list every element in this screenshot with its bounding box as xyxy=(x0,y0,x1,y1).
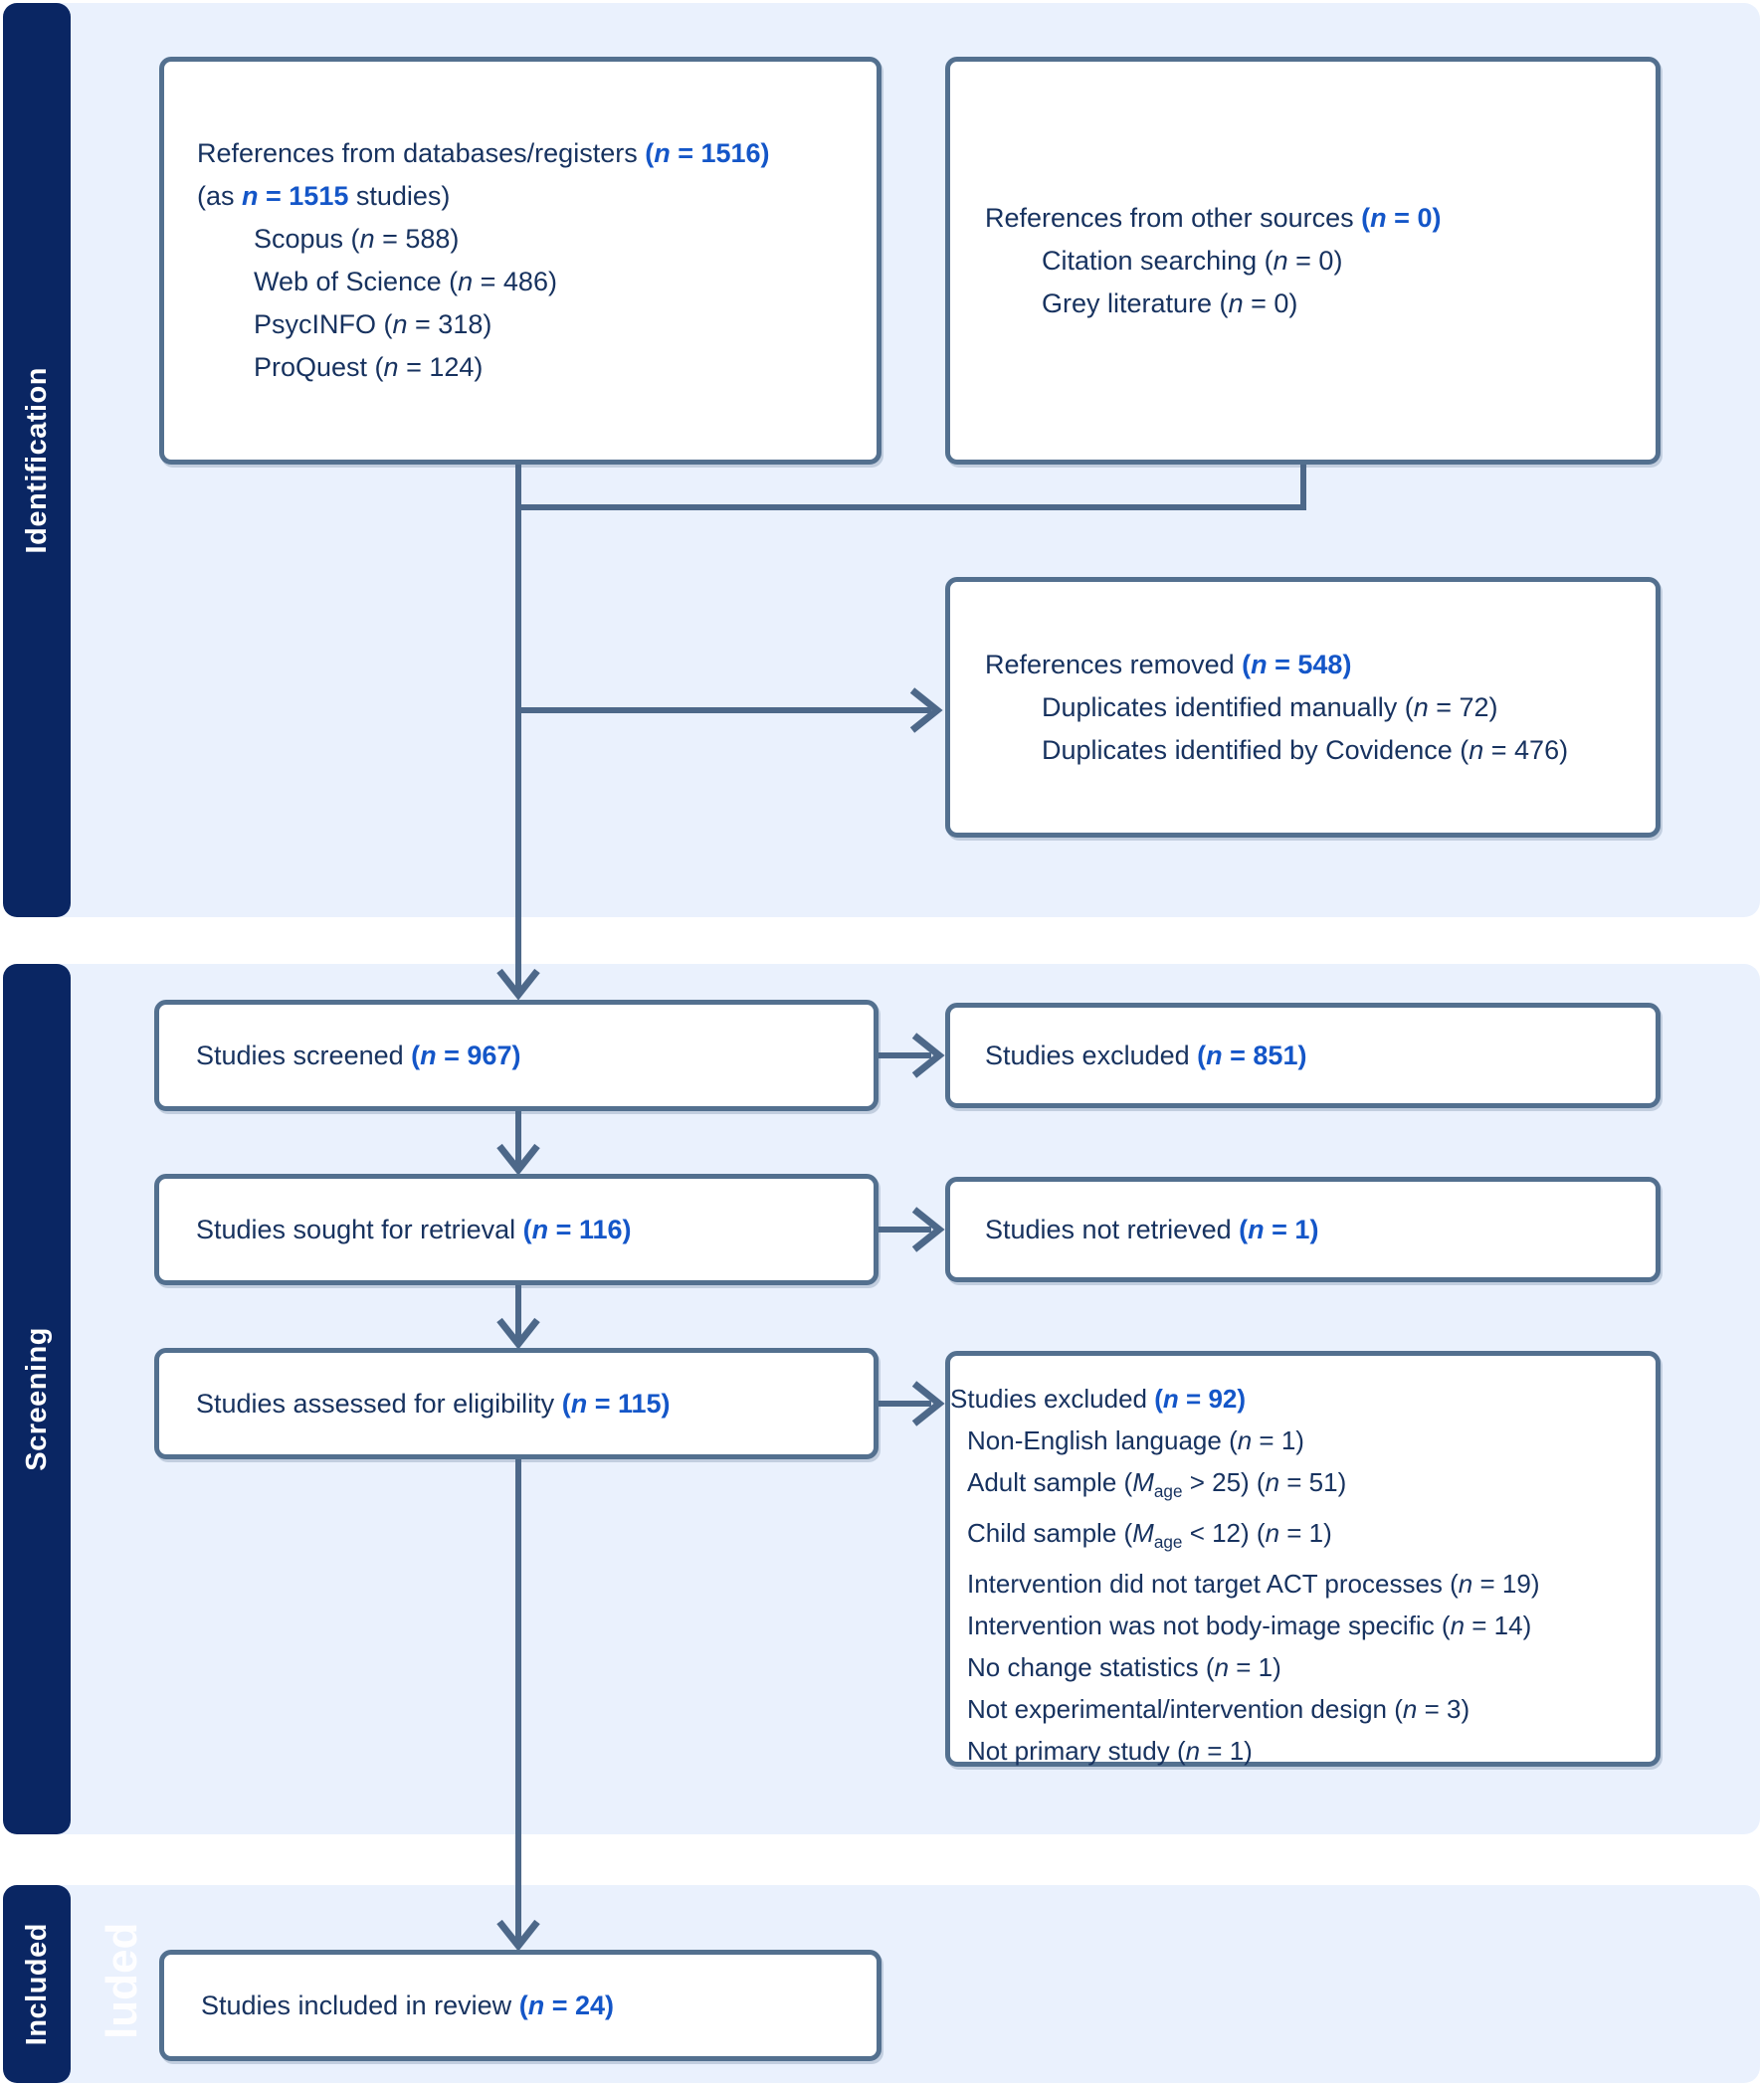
text-line: Duplicates identified by Covidence (n = 476) xyxy=(1042,734,1569,765)
text-line: No change statistics (n = 1) xyxy=(967,1652,1281,1683)
text-line: Studies sought for retrieval (n = 116) xyxy=(196,1214,632,1244)
sidebar-section-screening xyxy=(3,964,71,1834)
box-studies-excluded-eligibility xyxy=(945,1351,1661,1767)
box-references-removed xyxy=(945,577,1661,838)
text-line: Studies included in review (n = 24) xyxy=(201,1990,614,2020)
box-references-from-databases xyxy=(159,57,882,465)
box-studies-sought-for-retrieval xyxy=(154,1174,879,1285)
text-line: PsycINFO (n = 318) xyxy=(254,309,492,339)
box-references-from-other-sources xyxy=(945,57,1661,465)
text-line: Intervention was not body-image specific (n = 14) xyxy=(967,1611,1532,1641)
sidebar-section-included xyxy=(3,1885,71,2083)
text-line: Non-English language (n = 1) xyxy=(967,1425,1304,1455)
text-line: Not primary study (n = 1) xyxy=(967,1736,1253,1767)
text-line: (as n = 1515 studies) xyxy=(197,181,451,211)
text-line: Studies excluded (n = 92) xyxy=(950,1384,1247,1414)
text-line: Studies assessed for eligibility (n = 115) xyxy=(196,1388,671,1419)
box-studies-screened xyxy=(154,1000,879,1111)
text-line: Duplicates identified manually (n = 72) xyxy=(1042,691,1498,722)
text-line: Not experimental/intervention design (n = 3) xyxy=(967,1694,1470,1725)
text-line: References from other sources (n = 0) xyxy=(985,202,1442,233)
text-line: References from databases/registers (n = 1516) xyxy=(197,138,770,168)
text-line: ProQuest (n = 124) xyxy=(254,352,484,382)
sidebar-section-identification xyxy=(3,3,71,917)
box-studies-not-retrieved xyxy=(945,1177,1661,1282)
text-line: Studies excluded (n = 851) xyxy=(985,1040,1307,1070)
box-studies-included-in-review xyxy=(159,1950,882,2061)
box-studies-excluded-screening xyxy=(945,1003,1661,1108)
text-line: References removed (n = 548) xyxy=(985,649,1352,679)
text-line: Studies not retrieved (n = 1) xyxy=(985,1214,1319,1244)
box-studies-assessed-for-eligibility xyxy=(154,1348,879,1459)
sidebar-label-included: Included xyxy=(20,1922,53,2046)
sidebar-label-identification: Identification xyxy=(20,366,53,554)
text-line: Citation searching (n = 0) xyxy=(1042,245,1343,276)
sidebar-label-screening: Screening xyxy=(20,1327,53,1471)
text-line: Child sample $(M_{age} < 12) (n = 1)$ xyxy=(967,1518,1332,1553)
text-line: Scopus (n = 588) xyxy=(254,224,460,254)
ghost-included-label: luded xyxy=(98,1922,146,2039)
text-line: Web of Science (n = 486) xyxy=(254,267,557,296)
text-line: Intervention did not target ACT processes (n = 19) xyxy=(967,1569,1540,1600)
text-line: Grey literature (n = 0) xyxy=(1042,287,1298,318)
text-line: Studies screened (n = 967) xyxy=(196,1040,521,1070)
text-line: Adult sample $(M_{age} > 25) (n = 51)$ xyxy=(967,1467,1347,1502)
